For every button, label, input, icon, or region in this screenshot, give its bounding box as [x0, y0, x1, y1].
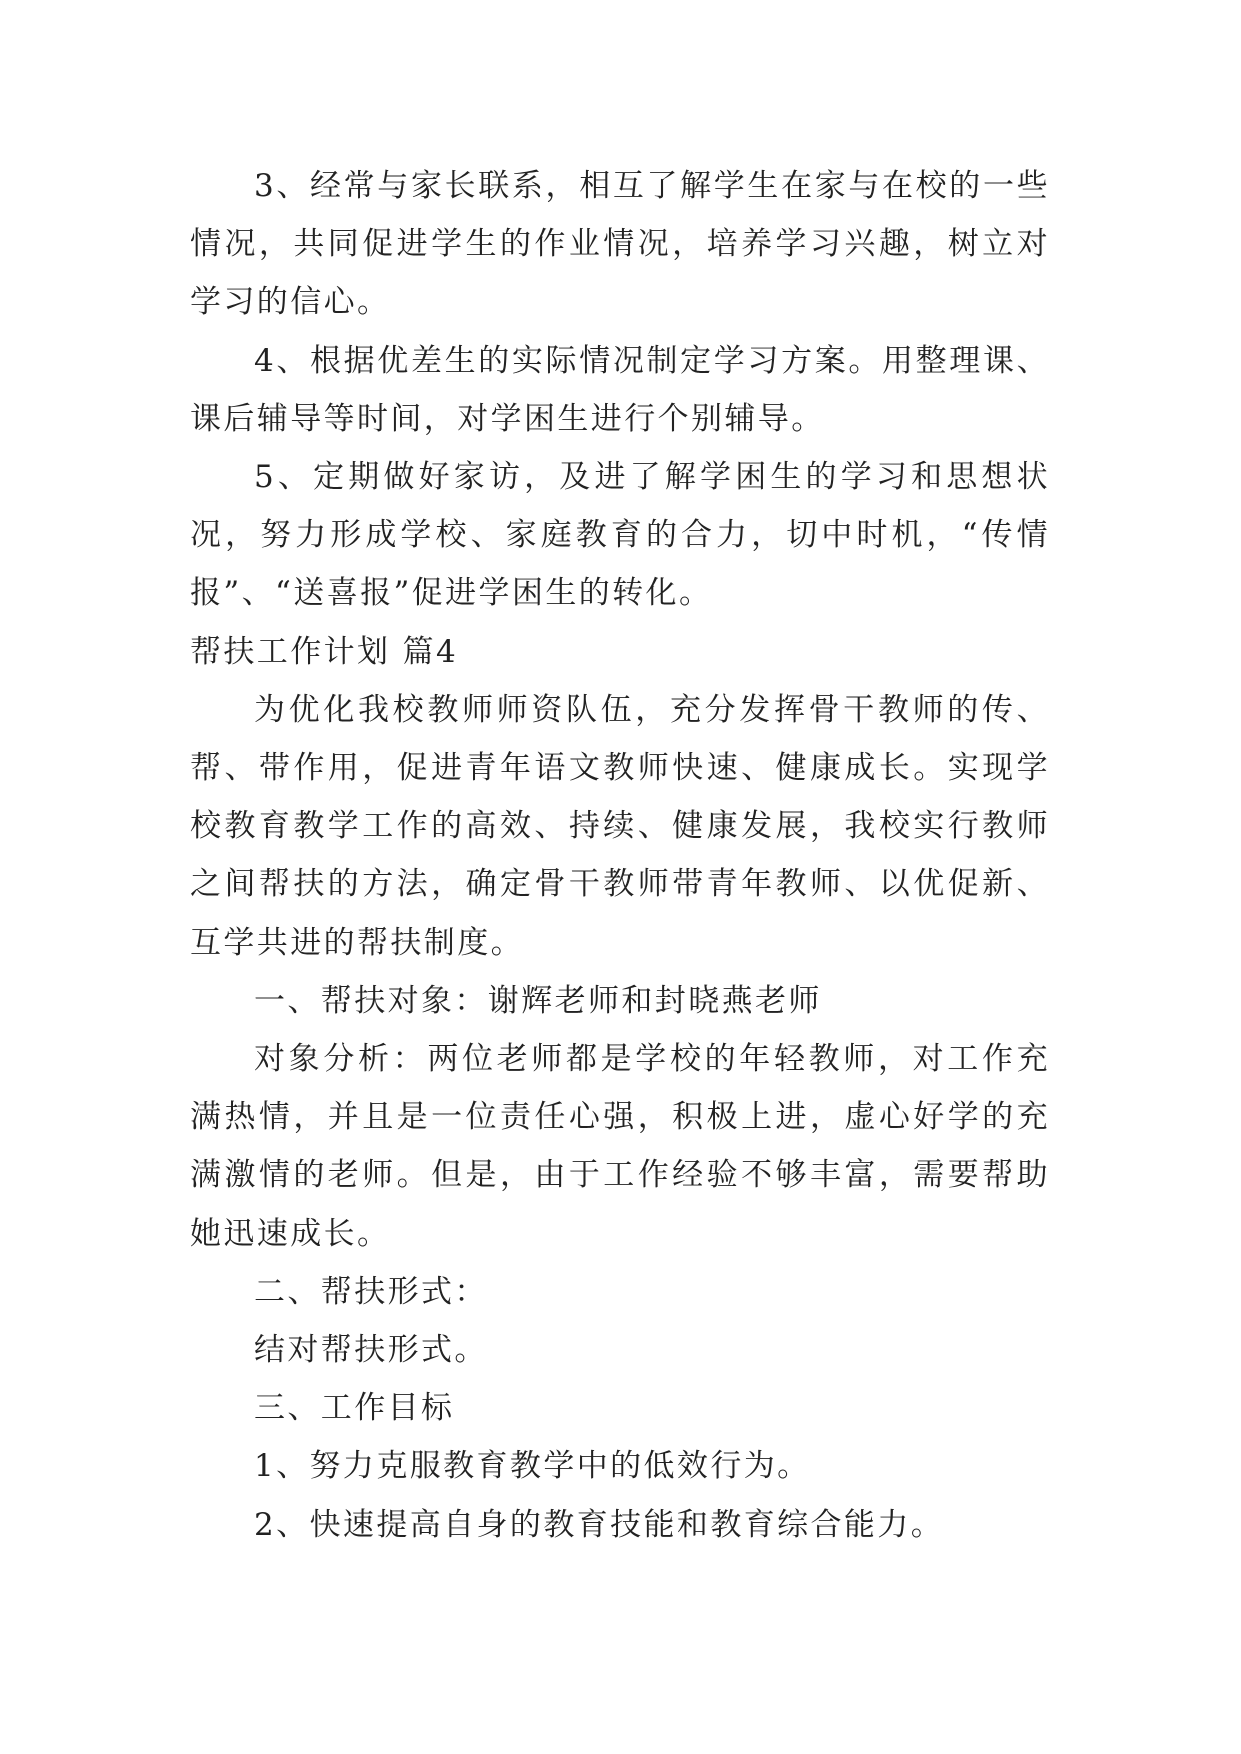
intro-paragraph: 为优化我校教师师资队伍，充分发挥骨干教师的传、帮、带作用，促进青年语文教师快速、健康成长。实现学校教育教学工作的高效、持续、健康发展，我校实行教师之间帮扶的方法，确定骨干教师带青年教师、以优促新、互学共进的帮扶制度。 [190, 691, 1050, 961]
paragraph-item-3: 3、经常与家长联系，相互了解学生在家与在校的一些情况，共同促进学生的作业情况，培养学习兴趣，树立对学习的信心。 [190, 168, 1050, 321]
paragraph-item-5: 5、定期做好家访，及进了解学困生的学习和思想状况，努力形成学校、家庭教育的合力，切中时机，“传情报”、“送喜报”促进学困生的转化。 [190, 459, 1050, 612]
document-body [190, 157, 1050, 1554]
help-form-heading: 二、帮扶形式： [254, 1273, 488, 1310]
help-form-paragraph: 结对帮扶形式。 [254, 1332, 488, 1369]
work-goal-heading: 三、工作目标 [254, 1390, 455, 1427]
target-analysis-paragraph: 对象分析：两位老师都是学校的年轻教师，对工作充满热情，并且是一位责任心强，积极上进，虚心好学的充满激情的老师。但是，由于工作经验不够丰富，需要帮助她迅速成长。 [190, 1041, 1050, 1252]
paragraph-item-4: 4、根据优差生的实际情况制定学习方案。用整理课、课后辅导等时间，对学困生进行个别辅导。 [190, 342, 1050, 437]
help-target-heading: 一、帮扶对象：谢辉老师和封晓燕老师 [254, 982, 822, 1019]
goal-item-1: 1、努力克服教育教学中的低效行为。 [254, 1448, 811, 1485]
section-heading: 帮扶工作计划 篇4 [190, 633, 459, 670]
goal-item-2: 2、快速提高自身的教育技能和教育综合能力。 [254, 1506, 945, 1543]
